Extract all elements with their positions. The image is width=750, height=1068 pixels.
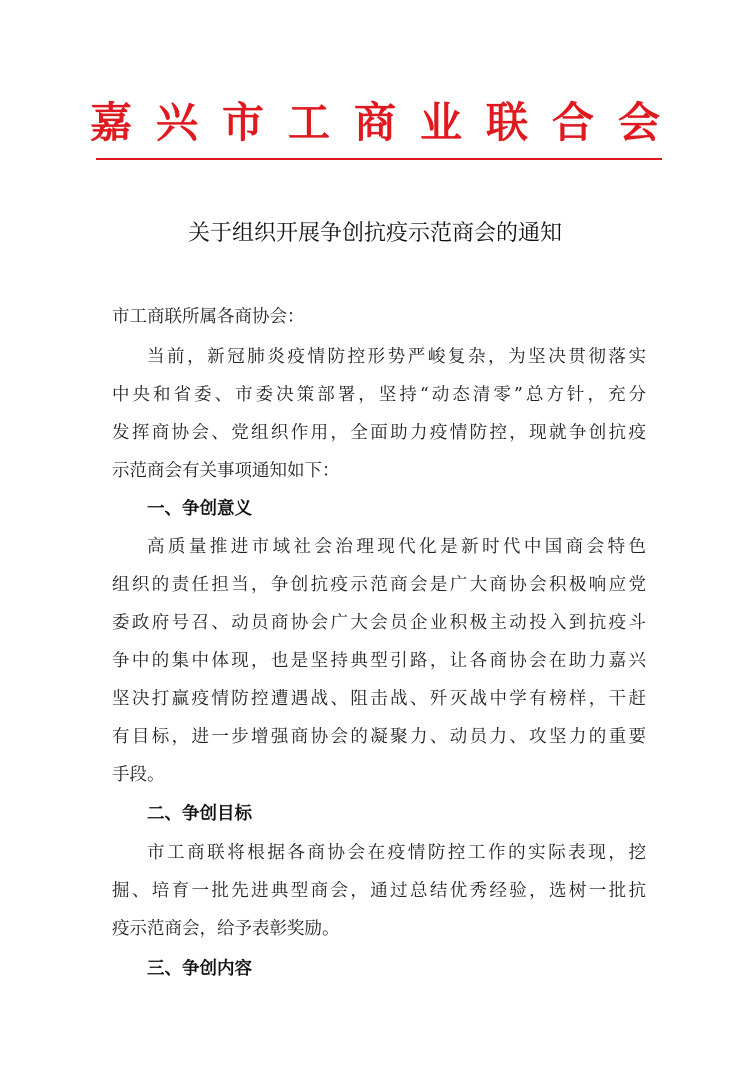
section-1-line: 有目标，进一步增强商协会的凝聚力、动员力、攻坚力的重要	[112, 727, 646, 747]
section-1-line: 争中的集中体现，也是坚持典型引路，让各商协会在助力嘉兴	[112, 651, 646, 671]
section-1-line: 手段。	[112, 765, 165, 785]
intro-line: 当前，新冠肺炎疫情防控形势严峻复杂，为坚决贯彻落实	[147, 347, 646, 367]
intro-line: 中央和省委、市委决策部署，坚持“动态清零”总方针，充分	[112, 385, 646, 405]
letterhead-org-name: 嘉兴市工商业联合会	[89, 98, 684, 147]
salutation: 市工商联所属各商协会：	[112, 307, 305, 327]
section-2-line: 掘、培育一批先进典型商会，通过总结优秀经验，选树一批抗	[112, 881, 646, 901]
section-1-line: 坚决打赢疫情防控遭遇战、阻击战、歼灭战中学有榜样，干赶	[112, 689, 646, 709]
section-1-line: 委政府号召、动员商协会广大会员企业积极主动投入到抗疫斗	[112, 613, 646, 633]
section-2-line: 市工商联将根据各商协会在疫情防控工作的实际表现，挖	[147, 843, 646, 863]
section-heading-2: 二、争创目标	[147, 804, 252, 824]
intro-line: 发挥商协会、党组织作用，全面助力疫情防控，现就争创抗疫	[112, 423, 646, 443]
intro-line: 示范商会有关事项通知如下：	[112, 461, 340, 481]
section-1-line: 组织的责任担当，争创抗疫示范商会是广大商协会积极响应党	[112, 575, 646, 595]
document-title: 关于组织开展争创抗疫示范商会的通知	[187, 221, 562, 246]
section-heading-1: 一、争创意义	[147, 499, 252, 519]
section-heading-3: 三、争创内容	[147, 959, 252, 979]
letterhead-red-rule	[96, 158, 662, 160]
section-2-line: 疫示范商会，给予表彰奖励。	[112, 919, 340, 939]
section-1-line: 高质量推进市域社会治理现代化是新时代中国商会特色	[147, 537, 646, 557]
